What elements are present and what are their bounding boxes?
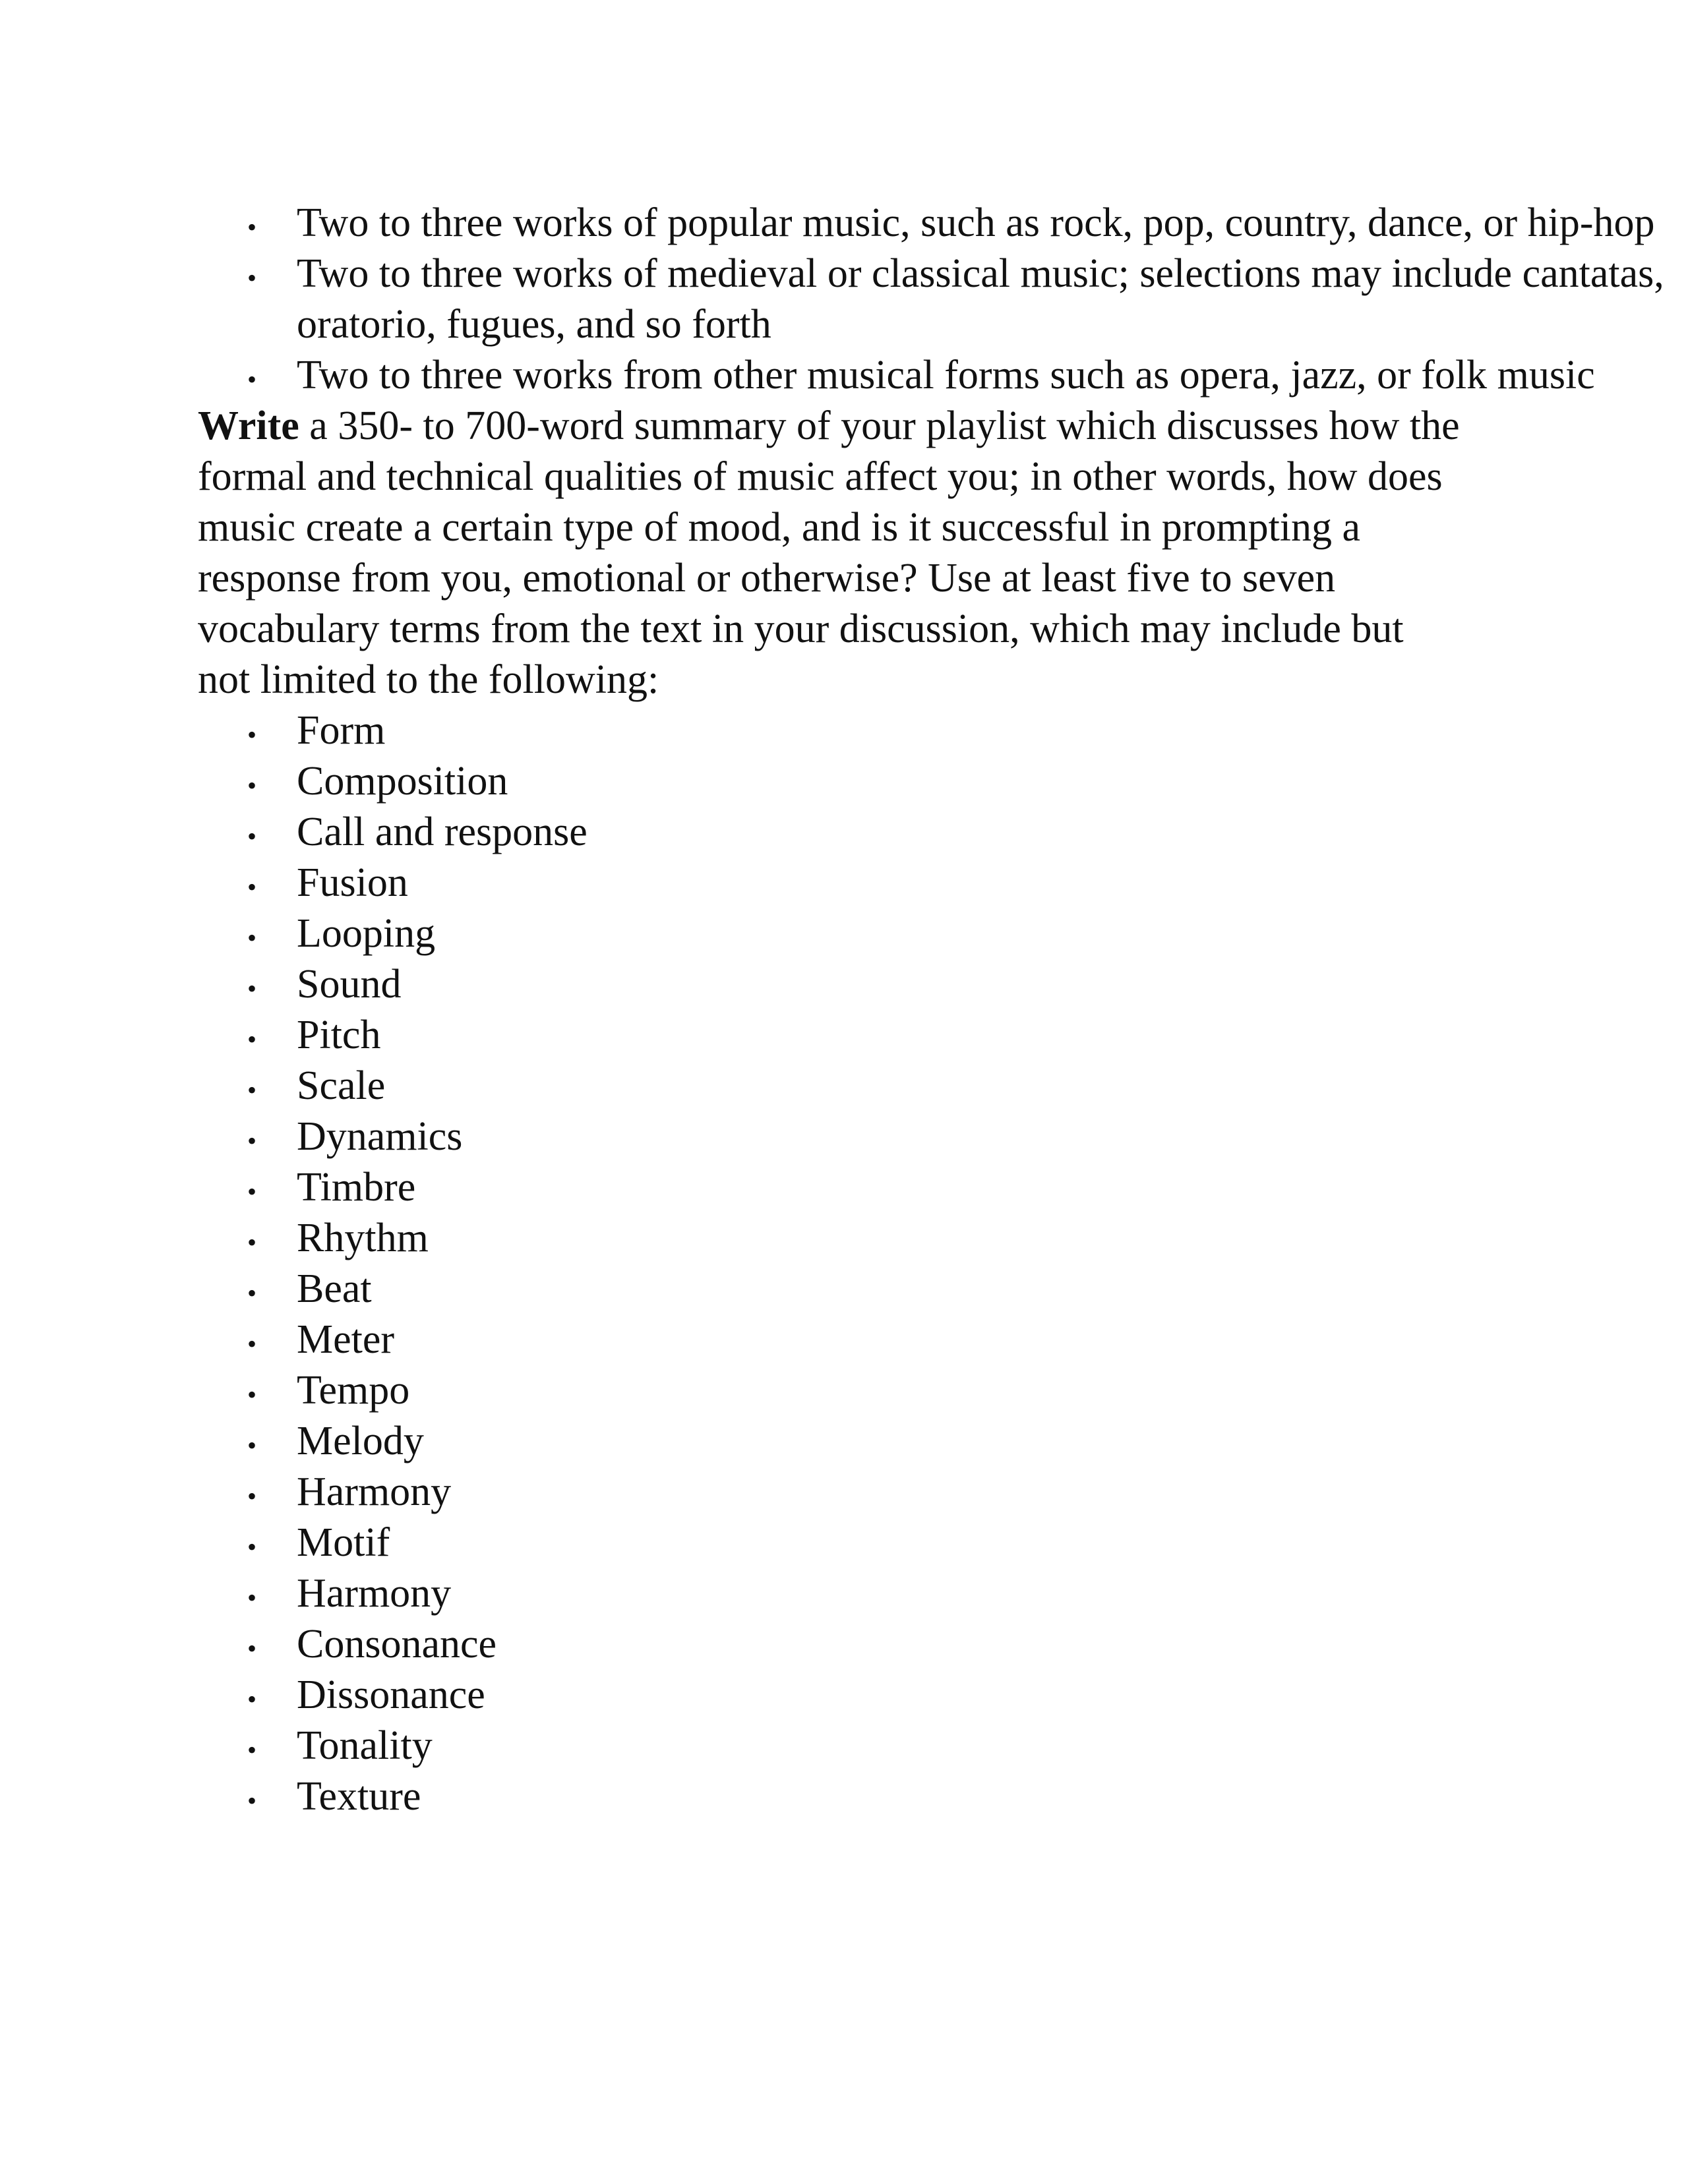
bullet-icon [247,1771,274,1826]
bullet-icon [247,705,274,760]
bullet-icon [247,249,274,303]
bullet-icon [247,1721,274,1775]
bullet-icon [247,1619,274,1674]
list-item: • Two to three works of medieval or classical music; selections may include cantatas, oratorio, fugues, and so forth [198,249,1681,350]
vocabulary-item: • Melody [198,1416,1490,1467]
vocabulary-item: • Dynamics [198,1111,1490,1162]
bullet-icon [247,1568,274,1623]
bullet-icon [247,1162,274,1217]
bullet-icon [247,807,274,862]
vocabulary-item: • Dissonance [198,1670,1490,1721]
vocabulary-item: • Looping [198,908,1490,959]
bullet-icon [247,1264,274,1318]
bullet-icon [247,858,274,912]
bullet-icon [247,908,274,963]
bullet-icon [247,1365,274,1420]
vocabulary-item: • Timbre [198,1162,1490,1213]
vocabulary-item: • Tonality [198,1721,1490,1771]
vocabulary-item: • Scale [198,1061,1490,1111]
bullet-icon [247,1670,274,1725]
vocabulary-item: • Motif [198,1518,1490,1568]
vocabulary-item: • Harmony [198,1568,1490,1619]
vocabulary-item: • Pitch [198,1010,1490,1061]
vocabulary-item: • Tempo [198,1365,1490,1416]
vocabulary-item: • Rhythm [198,1213,1490,1264]
vocabulary-item: • Form [198,705,1490,756]
bullet-icon [247,756,274,811]
list-item: • Two to three works of popular music, such as rock, pop, country, dance, or hip-hop [198,198,1681,249]
bullet-icon [247,1213,274,1268]
vocabulary-item: • Fusion [198,858,1490,908]
bullet-icon [247,350,274,405]
bullet-icon [247,1061,274,1115]
vocabulary-item: • Sound [198,959,1490,1010]
vocabulary-item: • Harmony [198,1467,1490,1518]
vocabulary-item: • Beat [198,1264,1490,1314]
list-item: • Two to three works from other musical forms such as opera, jazz, or folk music [198,350,1681,401]
instructions-bold-word: Write [198,403,299,448]
bullet-icon [247,959,274,1014]
bullet-icon [247,1111,274,1166]
vocabulary-item: • Meter [198,1314,1490,1365]
instructions-text: a 350- to 700-word summary of your playlist which discusses how the formal and technical qualities of music affect you; in other words, how does music create a certain type of mood, and is it successful in prompting a response from you, emotional or otherwise? Use at least five to seven vocabulary terms from the text in your discussion, which may include but not limited to the following: [198,403,1460,702]
document-content [198,198,1664,1822]
playlist-requirements-list [198,198,1664,401]
bullet-icon [247,1314,274,1369]
vocabulary-item: • Composition [198,756,1490,807]
bullet-icon [247,1518,274,1572]
bullet-icon [247,1416,274,1471]
vocabulary-list [198,705,1490,1822]
bullet-icon [247,1467,274,1521]
vocabulary-item: • Consonance [198,1619,1490,1670]
vocabulary-item: • Texture [198,1771,1490,1822]
bullet-icon [247,198,274,252]
vocabulary-item: • Call and response [198,807,1490,858]
instructions-paragraph [198,401,1464,705]
bullet-icon [247,1010,274,1065]
